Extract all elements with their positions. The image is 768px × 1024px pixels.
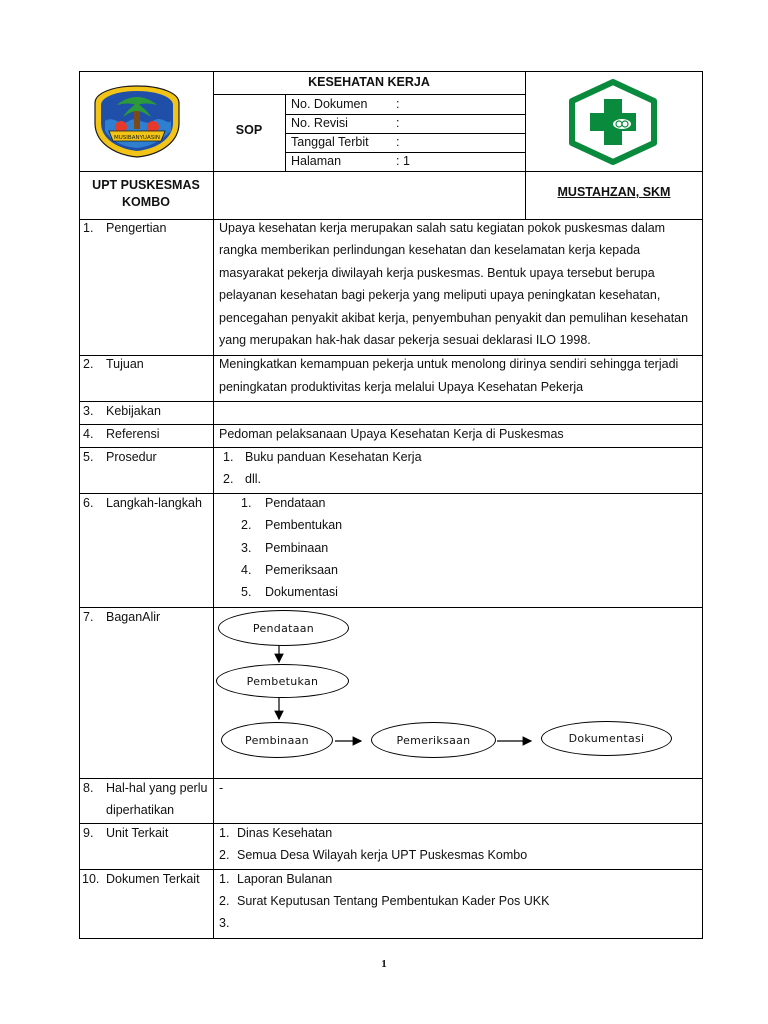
dokumen-item-num: 1. bbox=[219, 872, 230, 886]
flow-arrows bbox=[213, 607, 703, 778]
meta-value-halaman: : 1 bbox=[396, 154, 410, 168]
meta-value-dokumen: : bbox=[396, 97, 400, 111]
row-number-10: 10. bbox=[82, 872, 100, 886]
row-label-hal-2: diperhatikan bbox=[106, 803, 175, 817]
prosedur-item-num: 1. bbox=[223, 450, 234, 464]
row-rule-8 bbox=[79, 823, 703, 824]
row-label-kebijakan: Kebijakan bbox=[106, 404, 161, 418]
pengertian-line-3: masyarakat pekerja diwilayah kerja puskesmas. Bentuk upaya tersebut berupa bbox=[219, 266, 655, 280]
langkah-item-num: 3. bbox=[241, 541, 252, 555]
row-label-langkah: Langkah-langkah bbox=[106, 496, 202, 510]
dokumen-item-num: 2. bbox=[219, 894, 230, 908]
langkah-item-num: 4. bbox=[241, 563, 252, 577]
pengertian-line-5: pencegahan penyakit akibat kerja, penyembuhan penyakit dan pemulihan kesehatan bbox=[219, 311, 689, 325]
flow-node-label: Pembetukan bbox=[246, 674, 319, 688]
logo-banner-text: MUSIBANYUASIN bbox=[114, 135, 160, 141]
org-name-line1: UPT PUSKESMAS bbox=[92, 178, 200, 192]
langkah-item-num: 2. bbox=[241, 518, 252, 532]
pengertian-line-4: pelayanan kesehatan bagi pekerja yang meliputi upaya peningkatan kesehatan, bbox=[219, 288, 661, 302]
unit-item-text: Dinas Kesehatan bbox=[237, 826, 333, 840]
row-rule-7 bbox=[79, 778, 703, 779]
unit-item-num: 2. bbox=[219, 848, 230, 862]
row-label-dokumen: Dokumen Terkait bbox=[106, 872, 200, 886]
row-label-hal-1: Hal-hal yang perlu bbox=[106, 781, 208, 795]
row-number-4: 4. bbox=[83, 427, 94, 441]
signatory-name: MUSTAHZAN, SKM bbox=[557, 185, 671, 199]
langkah-item-text: Pendataan bbox=[265, 496, 326, 510]
flow-node-label: Pemeriksaan bbox=[396, 733, 471, 747]
row-number-5: 5. bbox=[83, 450, 94, 464]
langkah-item-text: Pembentukan bbox=[265, 518, 343, 532]
row-label-prosedur: Prosedur bbox=[106, 450, 157, 464]
referensi-text: Pedoman pelaksanaan Upaya Kesehatan Kerja di Puskesmas bbox=[219, 427, 564, 441]
col-divider-left bbox=[213, 71, 214, 939]
flow-node-label: Pendataan bbox=[252, 621, 315, 635]
unit-item-text: Semua Desa Wilayah kerja UPT Puskesmas Kombo bbox=[237, 848, 528, 862]
row-label-referensi: Referensi bbox=[106, 427, 160, 441]
row-label-tujuan: Tujuan bbox=[106, 357, 144, 371]
pengertian-line-1: Upaya kesehatan kerja merupakan salah satu kegiatan pokok puskesmas dalam bbox=[219, 221, 666, 235]
regency-logo bbox=[91, 83, 183, 159]
row-label-pengertian: Pengertian bbox=[106, 221, 167, 235]
hal-text: - bbox=[219, 781, 224, 795]
row-rule-4 bbox=[79, 447, 703, 448]
header-rule bbox=[79, 171, 703, 172]
row-number-8: 8. bbox=[83, 781, 94, 795]
row-rule-2 bbox=[79, 401, 703, 402]
page-number: 1 bbox=[381, 958, 387, 970]
langkah-item-text: Dokumentasi bbox=[265, 585, 338, 599]
prosedur-item-text: dll. bbox=[245, 472, 261, 486]
meta-label-revisi: No. Revisi bbox=[291, 116, 348, 130]
tujuan-line-1: Meningkatkan kemampuan pekerja untuk menolong dirinya sendiri sehingga terjadi bbox=[219, 357, 679, 371]
row-number-2: 2. bbox=[83, 357, 94, 371]
meta-label-terbit: Tanggal Terbit bbox=[291, 135, 369, 149]
langkah-item-num: 5. bbox=[241, 585, 252, 599]
row-number-6: 6. bbox=[83, 496, 94, 510]
sop-label: SOP bbox=[235, 123, 263, 137]
langkah-item-text: Pembinaan bbox=[265, 541, 329, 555]
dokumen-item-num: 3. bbox=[219, 916, 230, 930]
row-label-bagan: BaganAlir bbox=[106, 610, 161, 624]
meta-value-terbit: : bbox=[396, 135, 400, 149]
row-number-7: 7. bbox=[83, 610, 94, 624]
pengertian-line-6: yang merupakan hak-hak dasar pekerja sesuai deklarasi ILO 1998. bbox=[219, 333, 591, 347]
row-label-unit: Unit Terkait bbox=[106, 826, 169, 840]
dokumen-item-text: Surat Keputusan Tentang Pembentukan Kader Pos UKK bbox=[237, 894, 550, 908]
row-number-3: 3. bbox=[83, 404, 94, 418]
tujuan-line-2: peningkatan produktivitas kerja melalui Upaya Kesehatan Pekerja bbox=[219, 380, 584, 394]
org-name-line2: KOMBO bbox=[122, 195, 170, 209]
row-number-9: 9. bbox=[83, 826, 94, 840]
document-title: KESEHATAN KERJA bbox=[308, 75, 430, 89]
pengertian-line-2: rangka memberikan perlindungan kesehatan dan keselamatan kerja kepada bbox=[219, 243, 641, 257]
prosedur-item-text: Buku panduan Kesehatan Kerja bbox=[245, 450, 422, 464]
dokumen-item-text: Laporan Bulanan bbox=[237, 872, 333, 886]
flow-node-label: Pembinaan bbox=[245, 733, 309, 747]
meta-value-revisi: : bbox=[396, 116, 400, 130]
prosedur-item-num: 2. bbox=[223, 472, 234, 486]
meta-label-dokumen: No. Dokumen bbox=[291, 97, 368, 111]
row-rule-3 bbox=[79, 424, 703, 425]
flow-node-label: Dokumentasi bbox=[568, 732, 645, 745]
row-number-1: 1. bbox=[83, 221, 94, 235]
unit-item-num: 1. bbox=[219, 826, 230, 840]
row-rule-5 bbox=[79, 493, 703, 494]
health-ministry-logo bbox=[568, 79, 658, 165]
langkah-item-num: 1. bbox=[241, 496, 252, 510]
title-rule bbox=[213, 94, 525, 95]
row-rule-9 bbox=[79, 869, 703, 870]
meta-label-halaman: Halaman bbox=[291, 154, 342, 168]
langkah-item-text: Pemeriksaan bbox=[265, 563, 338, 577]
